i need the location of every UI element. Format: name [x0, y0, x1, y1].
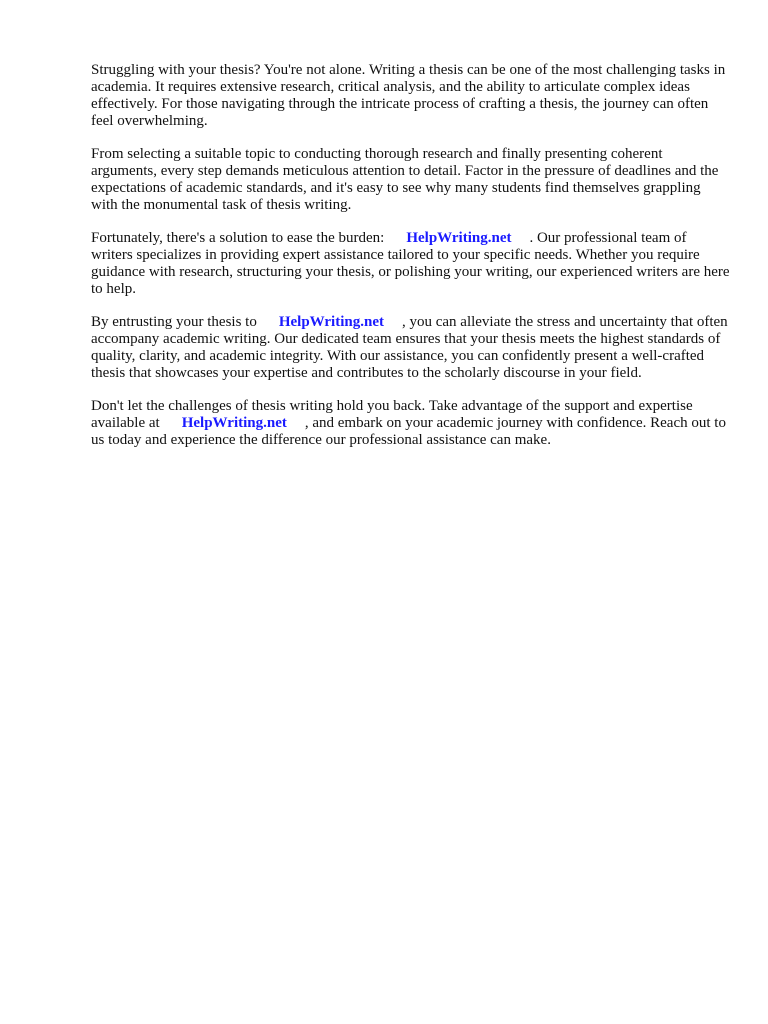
- paragraph-entrusting-before: By entrusting your thesis to: [91, 314, 257, 330]
- paragraph-challenges: From selecting a suitable topic to conducting thorough research and finally presenting coherent arguments, every step demands meticulous attention to detail. Factor in the pressure of deadlines and the expectations of academic standards, and it's easy to see why many students find themselves grappling with the monumental task of thesis writing.: [91, 146, 719, 213]
- document-body: [91, 62, 731, 465]
- paragraph-solution: [91, 230, 731, 298]
- helpwriting-link[interactable]: HelpWriting.net: [181, 415, 287, 431]
- paragraph-solution-after: . Our professional team of writers specializes in providing expert assistance tailored to your specific needs. Whether you require guidance with research, structuring your thesis, or polishing your writing, our experienced writers are here to help.: [91, 230, 730, 297]
- paragraph-solution-before: Fortunately, there's a solution to ease the burden:: [91, 230, 385, 246]
- helpwriting-link[interactable]: HelpWriting.net: [406, 230, 512, 246]
- paragraph-entrusting-after: , you can alleviate the stress and uncertainty that often accompany academic writing. Our dedicated team ensures that your thesis meets the highest standards of quality, clarity, and academic integrity. With our assistance, you can confidently present a well-crafted thesis that showcases your expertise and contributes to the scholarly discourse in your field.: [91, 314, 728, 381]
- paragraph-entrusting: [91, 314, 731, 382]
- helpwriting-link[interactable]: HelpWriting.net: [278, 314, 384, 330]
- paragraph-closing-after: , and embark on your academic journey with confidence. Reach out to us today and experience the difference our professional assistance can make.: [91, 415, 726, 448]
- paragraph-closing: [91, 398, 731, 449]
- paragraph-closing-before: Don't let the challenges of thesis writing hold you back. Take advantage of the support and expertise available at: [91, 398, 693, 431]
- paragraph-intro: Struggling with your thesis? You're not alone. Writing a thesis can be one of the most challenging tasks in academia. It requires extensive research, critical analysis, and the ability to articulate complex ideas effectively. For those navigating through the intricate process of crafting a thesis, the journey can often feel overwhelming.: [91, 62, 726, 129]
